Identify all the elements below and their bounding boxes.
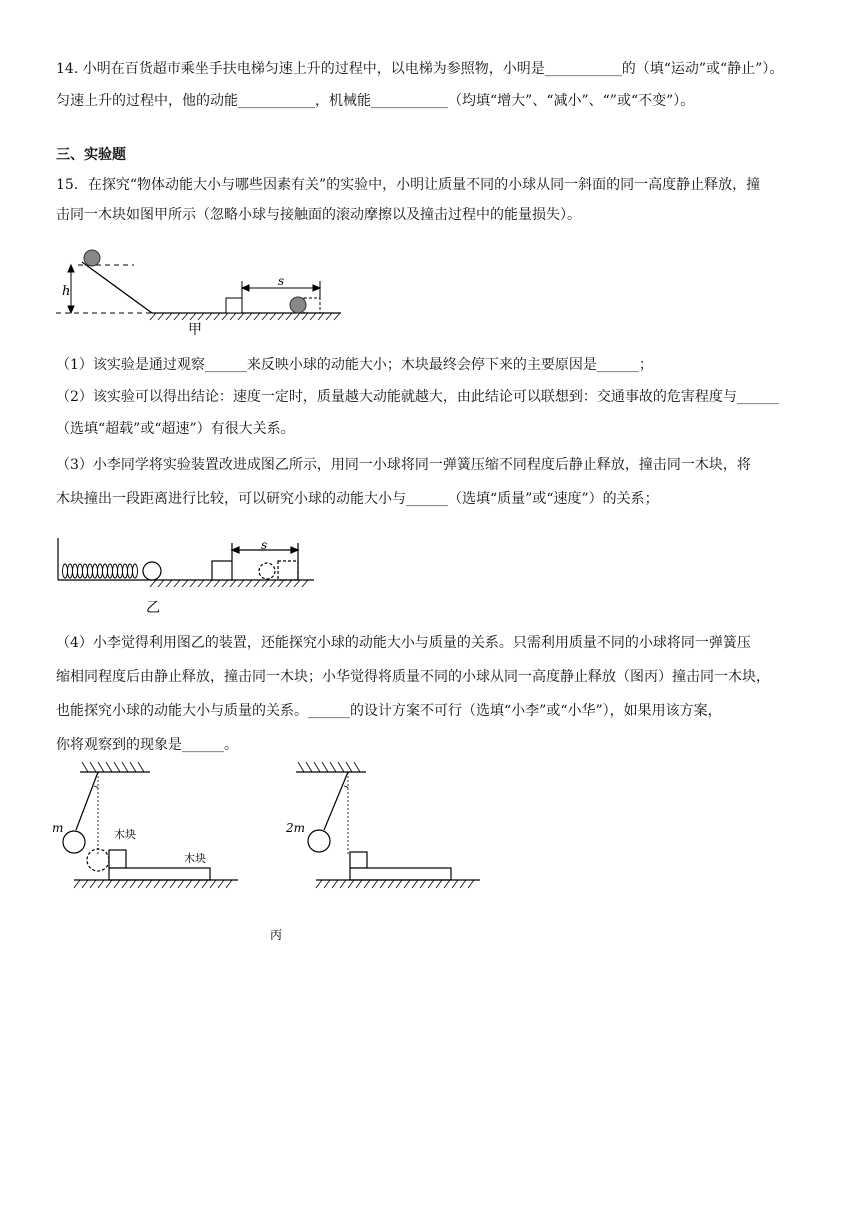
q15-part-4a: （4）小李觉得利用图乙的装置，还能探究小球的动能大小与质量的关系。只需利用质量不同的小球将同一弹簧压 xyxy=(56,635,751,651)
q15-part-3a: （3）小李同学将实验装置改进成图乙所示，用同一小球将同一弹簧压缩不同程度后静止释放，撞击同一木块，将 xyxy=(56,457,751,473)
caption-yi: 乙 xyxy=(146,600,160,616)
q15-part-4b: 缩相同程度后由静止释放，撞击同一木块；小华觉得将质量不同的小球从同一高度静止释放（图丙）撞击同一木块， xyxy=(56,669,770,685)
figure-yi xyxy=(56,538,318,616)
figure-bing xyxy=(50,758,490,948)
label-h: h xyxy=(62,284,71,299)
label-2m: 2m xyxy=(286,821,306,835)
q14-line-1: 14. 小明在百货超市乘坐手扶电梯匀速上升的过程中，以电梯为参照物，小明是___________的（填“运动”或“静止”）。 xyxy=(56,61,784,77)
label-block-small: 木块 xyxy=(114,828,136,841)
q14-line-2: 匀速上升的过程中，他的动能___________，机械能___________（均填“增大”、“减小”、“”或“不变”）。 xyxy=(56,93,695,109)
label-s-jia: s xyxy=(278,274,285,288)
q15-intro-2: 击同一木块如图甲所示（忽略小球与接触面的滚动摩擦以及撞击过程中的能量损失）。 xyxy=(56,207,581,223)
section-title: 三、实验题 xyxy=(56,147,126,163)
q15-part-4c: 也能探究小球的动能大小与质量的关系。______的设计方案不可行（选填“小李”或“小华”），如果用该方案， xyxy=(56,703,722,719)
label-block-long: 木块 xyxy=(184,852,206,865)
q15-part-3b: 木块撞出一段距离进行比较，可以研究小球的动能大小与______（选填“质量”或“速度”）的关系； xyxy=(56,491,659,507)
figure-jia xyxy=(56,244,356,336)
label-s-yi: s xyxy=(261,538,268,552)
q15-part-1: （1）该实验是通过观察______来反映小球的动能大小；木块最终会停下来的主要原因是______； xyxy=(56,357,653,373)
caption-bing: 丙 xyxy=(270,928,283,942)
q15-part-2a: （2）该实验可以得出结论：速度一定时，质量越大动能就越大，由此结论可以联想到：交通事故的危害程度与______ xyxy=(56,389,779,405)
caption-jia: 甲 xyxy=(188,322,202,336)
q15-part-2b: （选填“超载”或“超速”）有很大关系。 xyxy=(56,421,295,437)
label-m: m xyxy=(52,821,64,835)
q15-intro-1: 15．在探究“物体动能大小与哪些因素有关”的实验中，小明让质量不同的小球从同一斜面的同一高度静止释放，撞 xyxy=(56,177,761,193)
q15-part-4d: 你将观察到的现象是______。 xyxy=(56,737,238,753)
